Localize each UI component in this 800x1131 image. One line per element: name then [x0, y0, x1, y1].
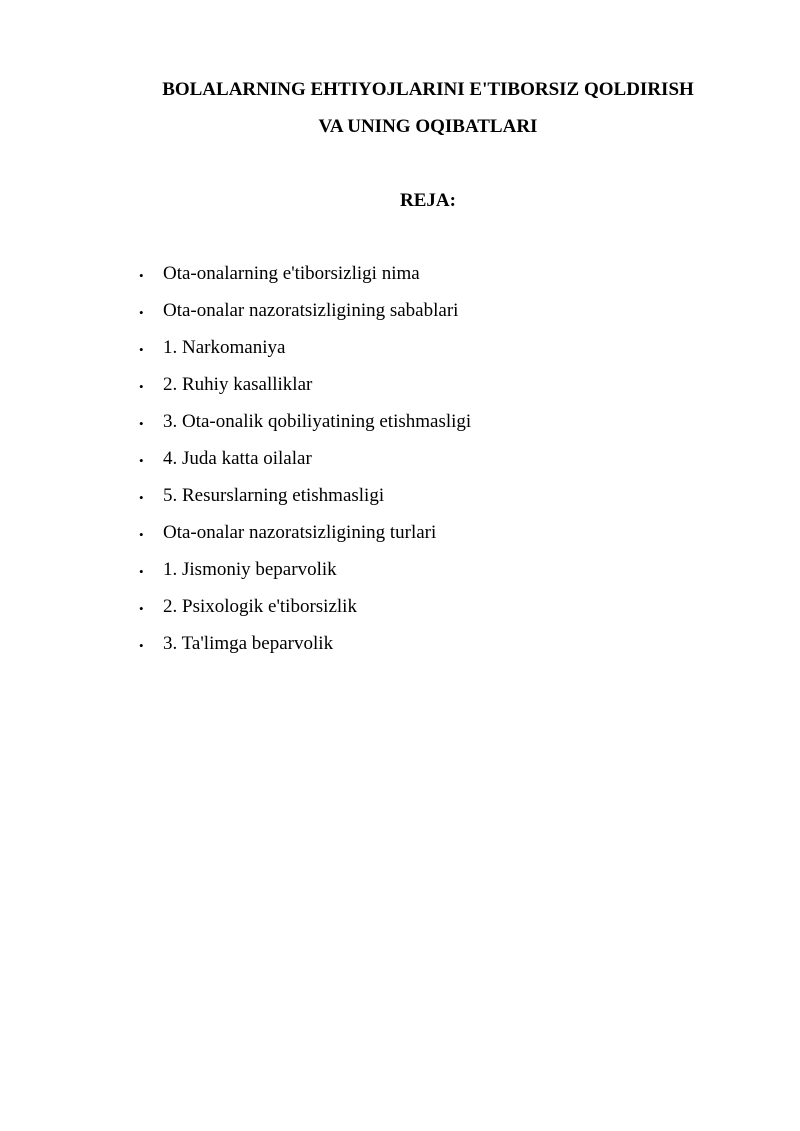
document-title-line-2: VA UNING OQIBATLARI [318, 116, 538, 137]
list-item-text: 3. Ota-onalik qobiliyatining etishmasligi [163, 411, 472, 432]
list-item-text: 2. Ruhiy kasalliklar [163, 374, 313, 395]
bullet-icon: • [139, 416, 144, 431]
document-title-line-1: BOLALARNING EHTIYOJLARINI E'TIBORSIZ QOLDIRISH [162, 79, 694, 100]
bullet-icon: • [139, 527, 144, 542]
list-item-text: 2. Psixologik e'tiborsizlik [163, 596, 357, 617]
list-item-text: 4. Juda katta oilalar [163, 448, 312, 469]
bullet-icon: • [139, 601, 144, 616]
bullet-icon: • [139, 305, 144, 320]
list-item-text: Ota-onalar nazoratsizligining sabablari [163, 300, 459, 321]
bullet-icon: • [139, 564, 144, 579]
list-item-text: Ota-onalar nazoratsizligining turlari [163, 522, 437, 543]
bullet-icon: • [139, 342, 144, 357]
bullet-icon: • [139, 490, 144, 505]
list-item-text: Ota-onalarning e'tiborsizligi nima [163, 263, 420, 284]
list-item-text: 5. Resurslarning etishmasligi [163, 485, 385, 506]
plan-heading: REJA: [400, 190, 456, 211]
list-item-text: 1. Jismoniy beparvolik [163, 559, 337, 580]
list-item-text: 1. Narkomaniya [163, 337, 286, 358]
bullet-icon: • [139, 638, 144, 653]
bullet-icon: • [139, 453, 144, 468]
bullet-icon: • [139, 268, 144, 283]
list-item-text: 3. Ta'limga beparvolik [163, 633, 334, 654]
bullet-icon: • [139, 379, 144, 394]
